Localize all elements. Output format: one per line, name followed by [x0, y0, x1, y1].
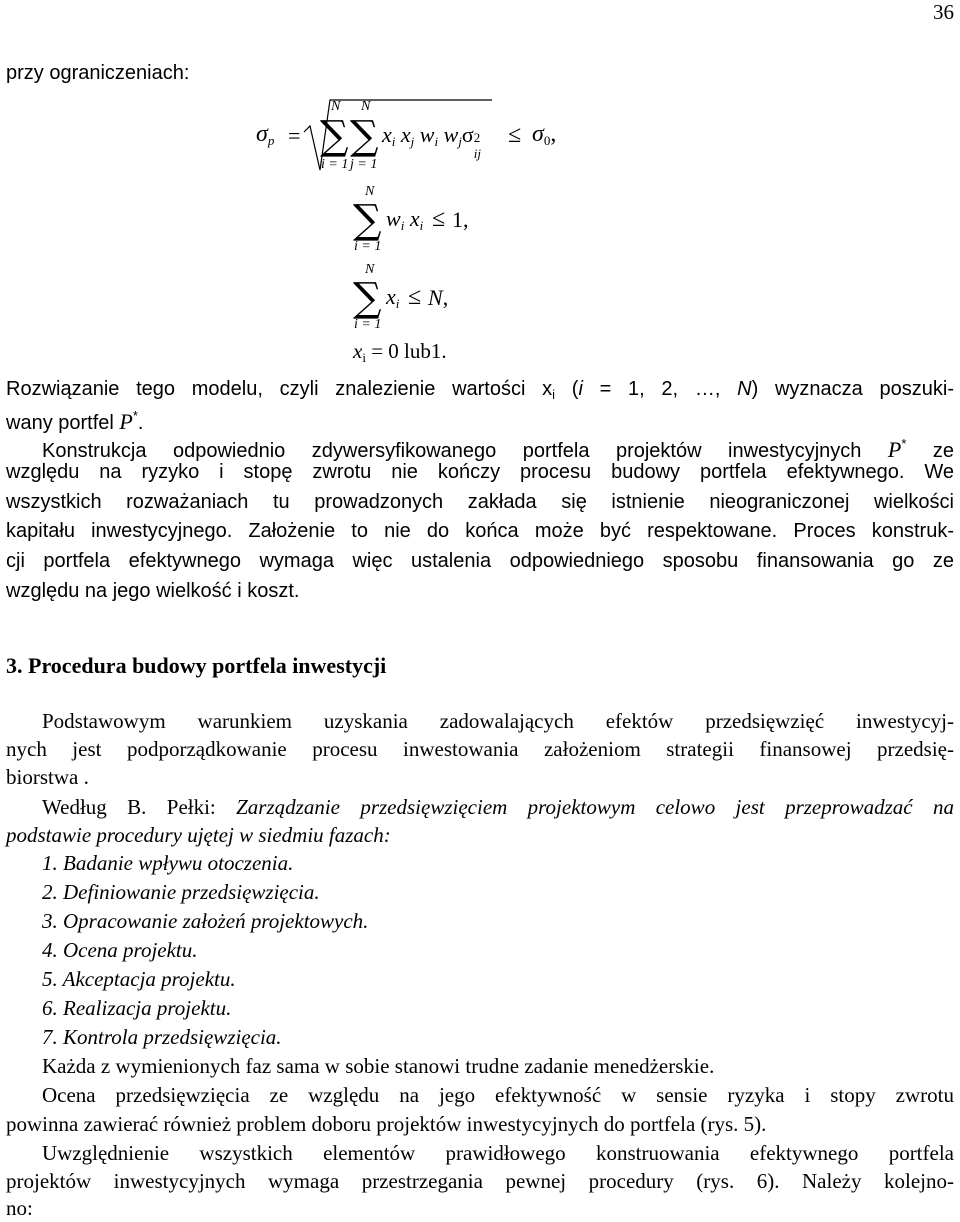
sum3-lower: i = 1 — [354, 239, 382, 254]
para6-line3: no: — [6, 1196, 33, 1220]
page-number: 36 — [933, 0, 954, 24]
para4: Każda z wymienionych faz sama w sobie stanowi trudne zadanie menedżerskie. — [42, 1054, 715, 1078]
phase-item: 6. Realizacja projektu. — [42, 996, 232, 1020]
leq-sign-3: ≤ — [408, 284, 422, 310]
phase-item: 2. Definiowanie przedsięwzięcia. — [42, 880, 320, 904]
para1-line1: Rozwiązanie tego modelu, czyli znalezienie wartości $x_i$ (i = 1, 2, …, N) wyznacza poszuki- — [6, 378, 954, 402]
expr-wx: $w_i$ $x_i$ — [386, 206, 424, 233]
sum4-symbol: ∑ — [353, 275, 382, 321]
sum1-symbol: ∑ — [320, 113, 349, 159]
expr-xxwws: $x_i$ $x_j$ $w_i$ $w_j\sigma$ 2 ij — [382, 122, 481, 161]
sum2-upper: N — [361, 99, 371, 114]
para3-line2: nych jest podporządkowanie procesu inwestowania założeniom strategii finansowej przedsię- — [6, 737, 954, 761]
sum1-upper: N — [331, 99, 341, 114]
leq-sign-2: ≤ — [432, 206, 446, 232]
quote-line1: Według B. Pełki: Zarządzanie przedsięwzięciem projektowym celowo jest przeprowadzać na — [42, 795, 954, 819]
para2-line2: względu na ryzyko i stopę zwrotu nie kończy procesu budowy portfela efektywnego. We — [6, 461, 954, 483]
sum4-lower: i = 1 — [354, 317, 382, 332]
para2-line1: Konstrukcja odpowiednio zdywersyfikowanego portfela projektów inwestycyjnych P* ze — [42, 436, 954, 462]
para3-line3: biorstwa . — [6, 765, 89, 789]
para1-line2: wany portfel P*. — [6, 408, 144, 434]
expr-x: $x_i$ — [386, 284, 400, 311]
para2-line3: wszystkich rozważaniach tu prowadzonych zakłada się istnienie nieograniczonej wielkości — [6, 491, 954, 513]
sum4-upper: N — [365, 262, 375, 277]
constraint-4: $x_i = 0$ lub1. — [353, 339, 447, 365]
para2-line6: względu na jego wielkość i koszt. — [6, 580, 300, 602]
section-heading: 3. Procedura budowy portfela inwestycji — [6, 653, 387, 678]
sum3-upper: N — [365, 184, 375, 199]
para6-line2: projektów inwestycyjnych wymaga przestrzegania pewnej procedury (rys. 6). Należy kolejno- — [6, 1169, 954, 1193]
rhs-3: N, — [428, 285, 449, 310]
para6-line1: Uwzględnienie wszystkich elementów prawidłowego konstruowania efektywnego portfela — [42, 1141, 954, 1165]
para3-line1: Podstawowym warunkiem uzyskania zadowalających efektów przedsięwzięć inwestycyj- — [42, 709, 954, 733]
phase-item: 4. Ocena projektu. — [42, 938, 198, 962]
para5-line2: powinna zawierać również problem doboru projektów inwestycyjnych do portfela (rys. 5). — [6, 1112, 767, 1136]
sum3-symbol: ∑ — [353, 197, 382, 243]
sum2-lower: j = 1 — [350, 157, 378, 172]
sum1-lower: i = 1 — [321, 157, 349, 172]
phase-item: 7. Kontrola przedsięwzięcia. — [42, 1025, 282, 1049]
para2-line5: cji portfela efektywnego wymaga więc ustalenia odpowiedniego sposobu finansowania go ze — [6, 550, 954, 572]
sum2-symbol: ∑ — [350, 113, 379, 159]
sigma-p: $\sigma_p$ — [256, 121, 275, 148]
phase-item: 3. Opracowanie założeń projektowych. — [42, 909, 369, 933]
equals-sign: = — [288, 123, 301, 148]
quote-line2: podstawie procedury ujętej w siedmiu fazach: — [6, 823, 391, 847]
rhs-2: 1, — [452, 207, 469, 232]
phase-item: 1. Badanie wpływu otoczenia. — [42, 851, 294, 875]
para5-line1: Ocena przedsięwzięcia ze względu na jego efektywność w sensie ryzyka i stopy zwrotu — [42, 1083, 954, 1107]
para2-line4: kapitału inwestycyjnego. Założenie to nie do końca może być respektowane. Proces konstruk- — [6, 520, 954, 542]
intro-text: przy ograniczeniach: — [6, 62, 190, 84]
phase-item: 5. Akceptacja projektu. — [42, 967, 236, 991]
leq-sign-1: ≤ — [508, 122, 522, 148]
sigma-0: $\sigma_0$, — [532, 121, 557, 148]
